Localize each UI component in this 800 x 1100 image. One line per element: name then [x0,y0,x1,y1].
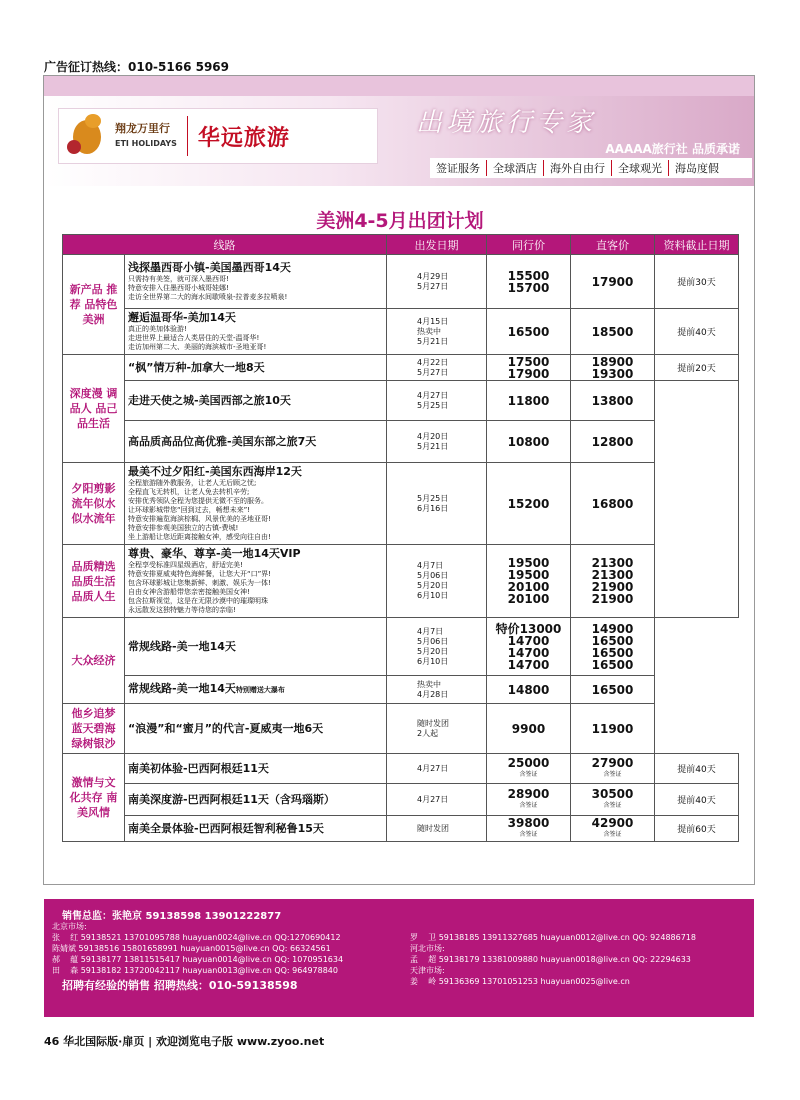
table-row [63,463,739,545]
date-cell: 4月7日 5月06日 5月20日 6月10日 [387,545,487,618]
menu-item: 海外自由行 [544,160,612,176]
route-cell [125,816,387,842]
route-name: 常规线路-美一地14天 [128,682,236,695]
peer-price-cell: 11800 [487,381,571,421]
slogan: 出境旅行专家 [416,108,597,138]
route-name: 最美不过夕阳红-美国东西海岸12天 [128,465,302,478]
table-row [63,816,739,842]
date-cell: 随时发团 2人起 [387,704,487,754]
category-label: 他乡追梦 蓝天碧海 绿树银沙 [63,704,125,754]
visa-note: 含签证 [519,830,538,838]
route-cell [125,676,387,704]
route-tag: 特别赠送大瀑布 [235,686,285,694]
table-row [63,421,739,463]
peer-price-cell: 9900 [487,704,571,754]
route-desc: 只需持有美签，就可深入墨西哥! 特意安排入住墨西哥小城哥娃娜! 走访全世界第二大的海水间歇喷泉-拉普麦多拉喷泉! [128,275,288,301]
route-cell [125,309,387,355]
visa-note: 含签证 [603,830,622,838]
category-label: 夕阳剪影 流年似水 似水流年 [63,463,125,545]
direct-price-cell: 11900 [571,704,655,754]
contacts-beijing: 北京市场: 张 红 59138521 13701095788 huayuan0024@live.cn QQ:1270690412 陈婧斌 59138516 15801658991 huayuan0015@live.cn QQ: 66324561 郝 蕴 59138177 13811515417 huayuan0014@live.cn QQ: 1070951634 田 森 59138182 13720042117 huayuan0013@live.cn QQ: 964978840 [52,922,344,975]
date-cell: 4月20日 5月21日 [387,421,487,463]
peer-price-cell: 19500 19500 20100 20100 [487,545,571,618]
route-cell [125,618,387,676]
table-row [63,618,739,676]
col-deadline: 资料截止日期 [655,235,739,255]
direct-price-cell: 21300 21300 21900 21900 [571,545,655,618]
route-name: 常规线路-美一地14天 [128,639,236,653]
menu-item: 全球酒店 [487,160,544,176]
ad-hotline: 广告征订热线：010-5166 5969 [44,60,230,74]
category-label: 品质精选 品质生活 品质人生 [63,545,125,618]
date-cell: 4月7日 5月06日 5月20日 6月10日 [387,618,487,676]
table-row [63,784,739,816]
peer-price-cell: 16500 [487,309,571,355]
route-cell [125,421,387,463]
table-row [63,381,739,421]
route-cell [125,255,387,309]
table-row [63,545,739,618]
route-name: 尊贵、豪华、尊享-美一地14天VIP [128,547,301,560]
direct-price-cell: 14900 16500 16500 16500 [571,618,655,676]
route-name: 邂逅温哥华-美加14天 [128,311,236,324]
col-direct-price: 直客价 [571,235,655,255]
direct-price-cell: 30500 含签证 [571,784,655,816]
route-name: “浪漫”和“蜜月”的代言-夏威夷一地6天 [128,721,324,735]
logo-box [58,108,378,164]
route-name: 走进天使之城-美国西部之旅10天 [128,393,291,407]
header-band [44,76,754,96]
peer-price-cell: 14800 [487,676,571,704]
route-name: 南美初体验-巴西阿根廷11天 [128,761,269,775]
table-row [63,754,739,784]
deadline-cell: 提前20天 [655,355,739,381]
deadline-cell: 提前40天 [655,784,739,816]
sub-slogan: AAAAA旅行社 品质承诺 [605,142,740,156]
hiring-line: 招聘有经验的销售 招聘热线：010-59138598 [62,979,298,992]
category-label: 深度漫 调 品人 品己 品生活 [63,355,125,463]
route-cell [125,704,387,754]
menu-item: 签证服务 [430,160,487,176]
peer-price-cell: 10800 [487,421,571,463]
eti-logo-text: 翔龙万里行 ETI HOLIDAYS [115,122,177,148]
direct-price-cell: 12800 [571,421,655,463]
brand-name: 华远旅游 [197,125,290,151]
deadline-cell: 提前40天 [655,309,739,355]
contacts-other: 罗 卫 59138185 13911327685 huayuan0012@live.cn QQ: 924886718 河北市场: 孟 超 59138179 13381009880 huayuan0018@live.cn QQ: 22294633 天津市场: 姜 岭 59136369 13701051253 huayuan0025@live.cn [410,933,696,986]
category-label: 激情与文 化共存 南美风情 [63,754,125,842]
category-label: 新产品 推荐 品特色 美洲 [63,255,125,355]
peer-price-cell: 15500 15700 [487,255,571,309]
date-cell: 4月27日 [387,754,487,784]
direct-price-cell: 18500 [571,309,655,355]
route-name: 浅探墨西哥小镇-美国墨西哥14天 [128,261,291,274]
service-menu [430,158,752,178]
route-cell [125,463,387,545]
route-desc: 全程享受标准四星级酒店，舒适完美! 特意安排夏威夷特色海鲜餐，让您大开“口”界! 包含环球影城让您集新鲜、刺激、娱乐为一体! 自由女神含游船带您亲密接触美国女神! 包含拉斯视觉，这是在无限沙漠中的璀璨明珠 永远散发这独特魅力等待您的亲临! [128,561,272,614]
col-route: 线路 [63,235,387,255]
peer-price-cell: 特价13000 14700 14700 14700 [487,618,571,676]
direct-price-cell: 27900 含签证 [571,754,655,784]
visa-note: 含签证 [603,801,622,809]
route-name: 南美深度游-巴西阿根廷11天（含玛瑙斯） [128,792,335,806]
date-cell: 热卖中 4月28日 [387,676,487,704]
peer-price-cell: 28900 含签证 [487,784,571,816]
route-desc: 全程旅游随外教服务，让老人无后顾之忧; 全程直飞无转机，让老人免去转机辛劳; 安排优秀领队全程为您提供无微不至的服务。 让环球影城带您“回到过去，畅想未来”! 特意安排遍览海滨棕榈、风景优美的圣地亚哥! 特意安排参观美国独立的古镇-费城! 坐上游船让您近距离接触女神，感受向往自由! [128,479,271,541]
direct-price-cell: 42900 含签证 [571,816,655,842]
deadline-cell: 提前30天 [655,255,739,309]
route-desc: 真正的美加体验游! 走进世界上最适合人类居住的天堂-温哥华! 走访加州第二大、美丽的海滨城市-圣地亚哥! [128,325,267,351]
date-cell: 4月15日 热卖中 5月21日 [387,309,487,355]
route-name: “枫”情万种-加拿大一地8天 [128,360,265,374]
direct-price-cell: 16800 [571,463,655,545]
route-name: 高品质高品位高优雅-美国东部之旅7天 [128,434,317,448]
table-header [63,235,739,255]
table-row [63,704,739,754]
sales-director: 销售总监：张艳京 59138598 13901222877 [62,911,282,922]
deadline-cell [655,381,739,618]
col-date: 出发日期 [387,235,487,255]
visa-note: 含签证 [519,770,538,778]
route-cell [125,545,387,618]
peer-price-cell: 17500 17900 [487,355,571,381]
tour-table [62,234,739,842]
page-footer: 46 华北国际版·扉页 | 欢迎浏览电子版 www.zyoo.net [44,1035,325,1048]
table-row [63,355,739,381]
date-cell: 4月27日 [387,784,487,816]
page-title: 美洲4-5月出团计划 [316,210,484,232]
route-cell [125,355,387,381]
kangaroo-logo-icon [65,114,109,158]
deadline-cell: 提前60天 [655,816,739,842]
date-cell: 5月25日 6月16日 [387,463,487,545]
direct-price-cell: 18900 19300 [571,355,655,381]
menu-item: 海岛度假 [675,162,719,175]
table-row [63,676,739,704]
visa-note: 含签证 [519,801,538,809]
sales-footer [44,899,754,1017]
peer-price-cell: 25000 含签证 [487,754,571,784]
route-cell [125,784,387,816]
visa-note: 含签证 [603,770,622,778]
route-cell [125,381,387,421]
route-name: 南美全景体验-巴西阿根廷智利秘鲁15天 [128,821,324,835]
date-cell: 随时发团 [387,816,487,842]
header-banner [44,76,754,186]
date-cell: 4月29日 5月27日 [387,255,487,309]
peer-price-cell: 39800 含签证 [487,816,571,842]
col-peer-price: 同行价 [487,235,571,255]
date-cell: 4月27日 5月25日 [387,381,487,421]
category-label: 大众经济 [63,618,125,704]
date-cell: 4月22日 5月27日 [387,355,487,381]
logo-divider [187,116,188,156]
table-row [63,309,739,355]
peer-price-cell: 15200 [487,463,571,545]
direct-price-cell: 13800 [571,381,655,421]
menu-item: 全球观光 [612,160,669,176]
deadline-cell: 提前40天 [655,754,739,784]
direct-price-cell: 16500 [571,676,655,704]
direct-price-cell: 17900 [571,255,655,309]
route-cell [125,754,387,784]
table-row [63,255,739,309]
